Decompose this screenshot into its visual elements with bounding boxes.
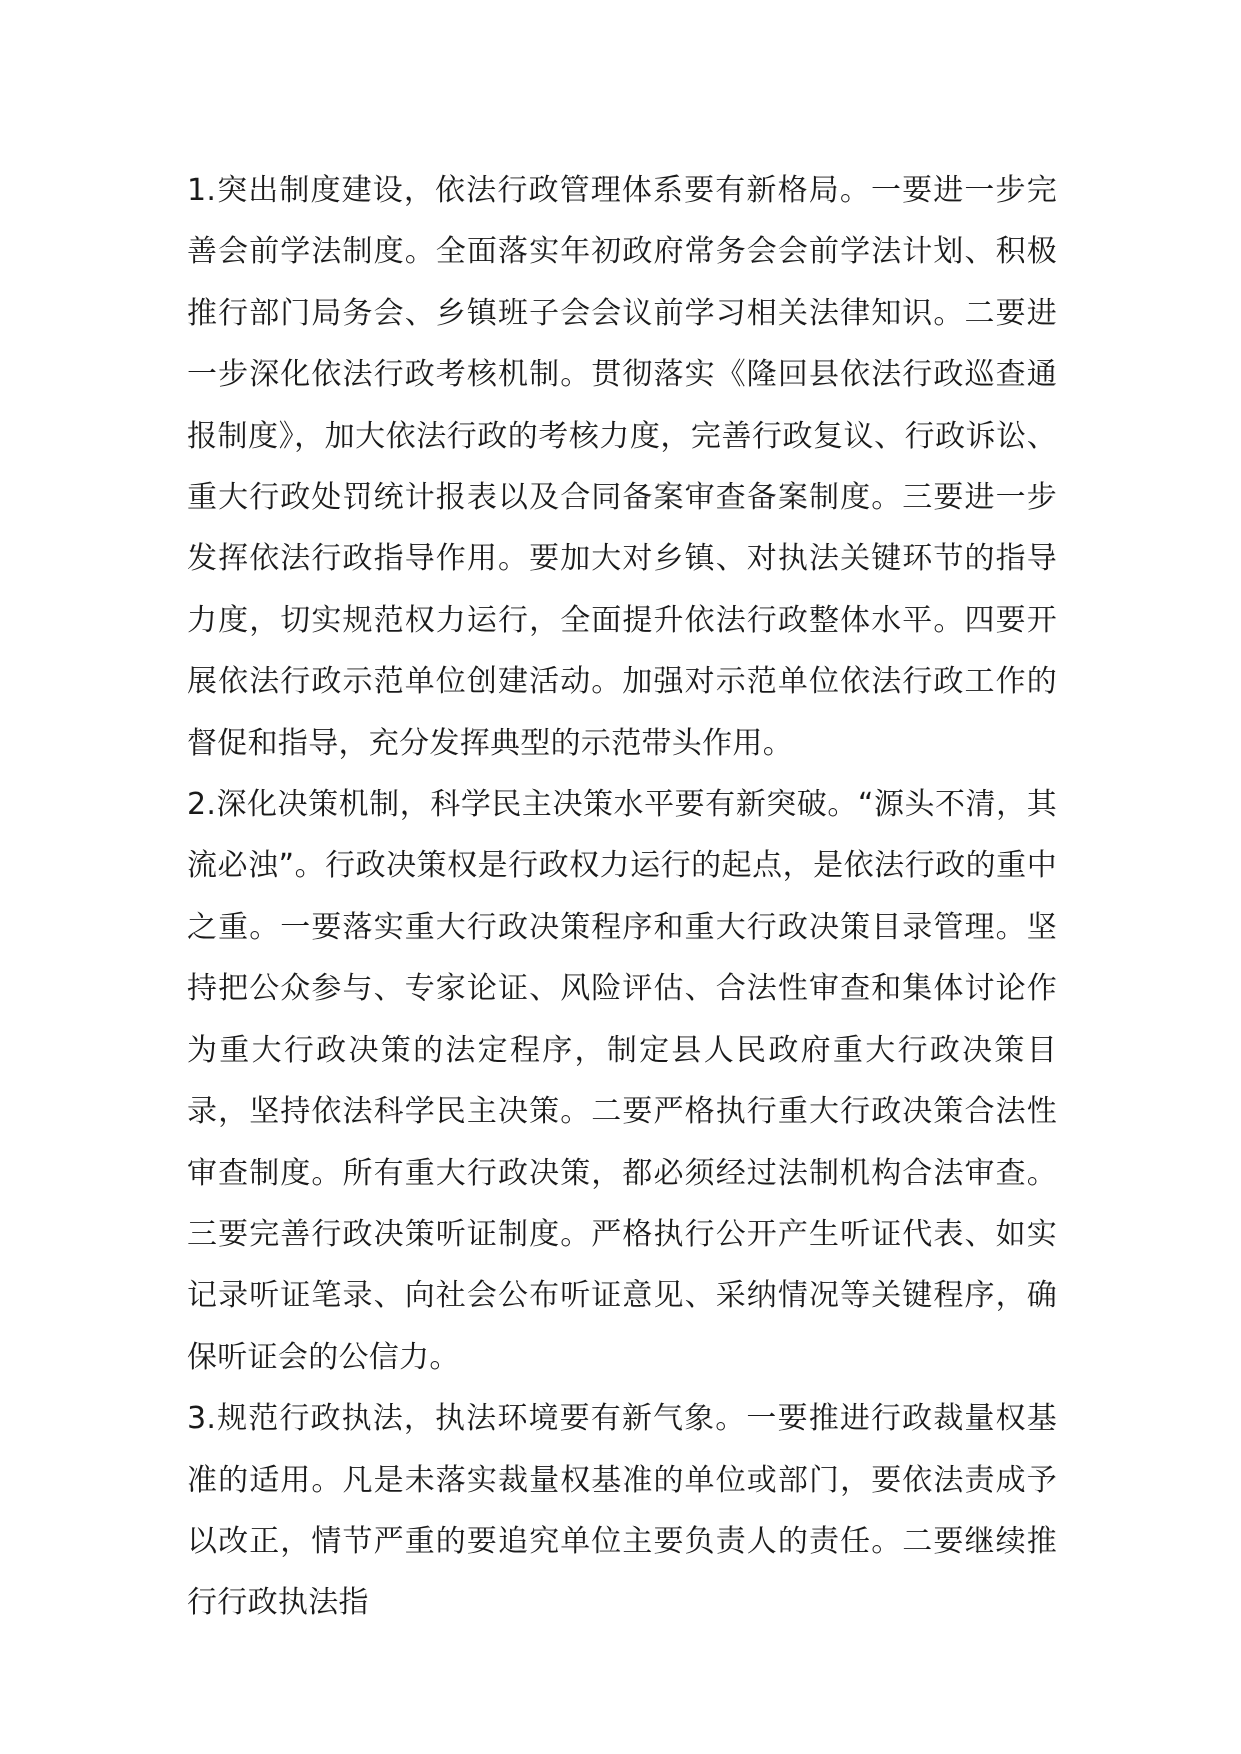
paragraph-decision-mechanism: 2.深化决策机制，科学民主决策水平要有新突破。“源头不清，其流必浊”。行政决策权是行政权力运行的起点，是依法行政的重中之重。一要落实重大行政决策程序和重大行政决策目录管理。坚持把公众参与、专家论证、风险评估、合法性审查和集体讨论作为重大行政决策的法定程序，制定县人民政府重大行政决策目录，坚持依法科学民主决策。二要严格执行重大行政决策合法性审查制度。所有重大行政决策，都必须经过法制机构合法审查。三要完善行政决策听证制度。严格执行公开产生听证代表、如实记录听证笔录、向社会公布听证意见、采纳情况等关键程序，确保听证会的公信力。 [187,787,1057,1375]
document-body [187,160,1057,1634]
paragraph-institution-building: 1.突出制度建设，依法行政管理体系要有新格局。一要进一步完善会前学法制度。全面落实年初政府常务会会前学法计划、积极推行部门局务会、乡镇班子会会议前学习相关法律知识。二要进一步深化依法行政考核机制。贯彻落实《隆回县依法行政巡查通报制度》，加大依法行政的考核力度，完善行政复议、行政诉讼、重大行政处罚统计报表以及合同备案审查备案制度。三要进一步发挥依法行政指导作用。要加大对乡镇、对执法关键环节的指导力度，切实规范权力运行，全面提升依法行政整体水平。四要开展依法行政示范单位创建活动。加强对示范单位依法行政工作的督促和指导，充分发挥典型的示范带头作用。 [187,173,1057,761]
paragraph-administrative-enforcement: 3.规范行政执法，执法环境要有新气象。一要推进行政裁量权基准的适用。凡是未落实裁量权基准的单位或部门，要依法责成予以改正，情节严重的要追究单位主要负责人的责任。二要继续推行行政执法指 [187,1401,1057,1621]
